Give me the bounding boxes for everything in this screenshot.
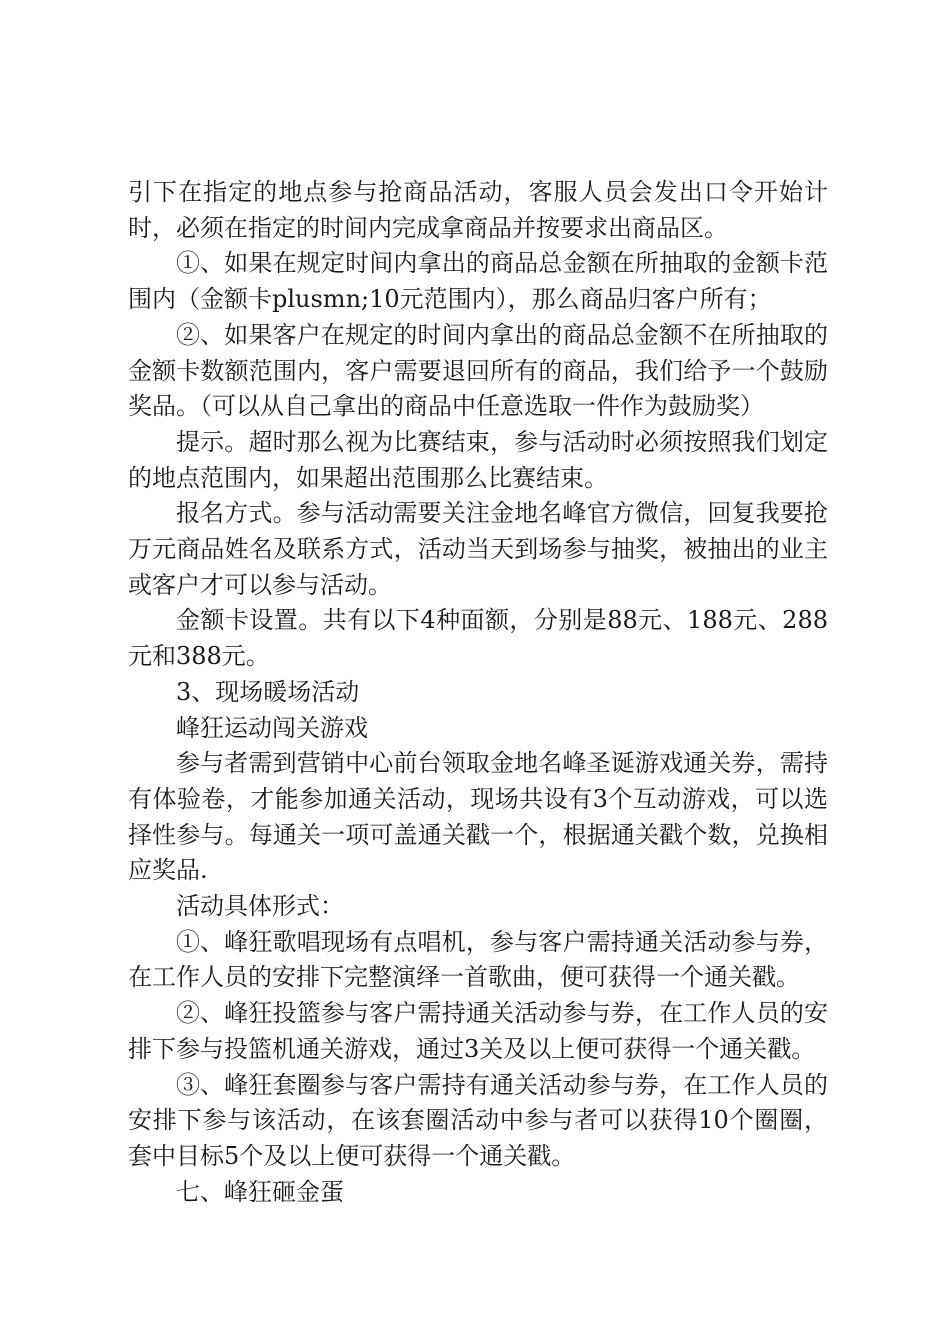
- paragraph: 报名方式。参与活动需要关注金地名峰官方微信，回复我要抢万元商品姓名及联系方式，活动当天到场参与抽奖，被抽出的业主或客户才可以参与活动。: [128, 499, 828, 599]
- paragraph: ②、峰狂投篮参与客户需持通关活动参与券，在工作人员的安排下参与投篮机通关游戏，通过3关及以上便可获得一个通关戳。: [128, 999, 828, 1063]
- document-body: [128, 175, 828, 1210]
- paragraph: 金额卡设置。共有以下4种面额，分别是88元、188元、288元和388元。: [128, 606, 828, 671]
- paragraph: ①、如果在规定时间内拿出的商品总金额在所抽取的金额卡范围内（金额卡plusmn;10元范围内），那么商品归客户所有；: [128, 249, 828, 314]
- subsection-heading: 峰狂运动闯关游戏: [176, 713, 368, 742]
- paragraph: 引下在指定的地点参与抢商品活动，客服人员会发出口令开始计时，必须在指定的时间内完成拿商品并按要求出商品区。: [128, 178, 828, 242]
- paragraph: 参与者需到营销中心前台领取金地名峰圣诞游戏通关券，需持有体验卷，才能参加通关活动，现场共设有3个互动游戏，可以选择性参与。每通关一项可盖通关戳一个，根据通关戳个数，兑换相应奖品.: [128, 749, 828, 885]
- paragraph: ①、峰狂歌唱现场有点唱机，参与客户需持通关活动参与券，在工作人员的安排下完整演绎一首歌曲，便可获得一个通关戳。: [128, 927, 828, 992]
- section-heading: 七、峰狂砸金蛋: [176, 1177, 344, 1206]
- paragraph: ②、如果客户在规定的时间内拿出的商品总金额不在所抽取的金额卡数额范围内，客户需要退回所有的商品，我们给予一个鼓励奖品。（可以从自己拿出的商品中任意选取一件作为鼓励奖）: [128, 320, 828, 421]
- paragraph: 活动具体形式：: [176, 892, 344, 921]
- section-heading: 3、现场暖场活动: [176, 677, 360, 706]
- paragraph: ③、峰狂套圈参与客户需持有通关活动参与券，在工作人员的安排下参与该活动，在该套圈活动中参与者可以获得10个圈圈，套中目标5个及以上便可获得一个通关戳。: [128, 1070, 828, 1170]
- paragraph: 提示。超时那么视为比赛结束，参与活动时必须按照我们划定的地点范围内，如果超出范围那么比赛结束。: [128, 427, 828, 492]
